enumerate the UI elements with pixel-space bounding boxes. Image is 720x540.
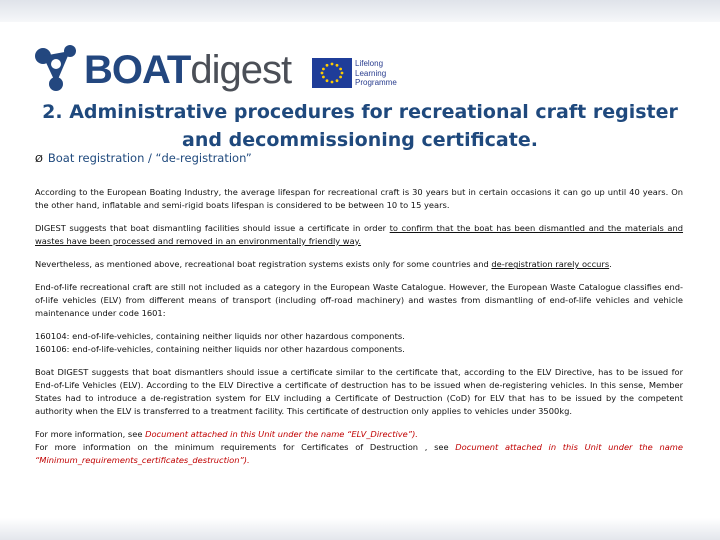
p8-text: For more information on the minimum requirements for Certificates of Destruction , see [35,441,456,452]
cod-requirements-reference-link[interactable]: Document attached in this Unit under the name “Minimum_requirements_certificates_destruction”). [35,441,683,465]
logo-text [84,48,291,92]
code-160104: 160104: end-of-life-vehicles, containing neither liquids nor other hazardous components. [35,331,405,342]
page-title: 2. Administrative procedures for recreational craft register and decommissioning certificate. [42,101,678,151]
paragraph-elv-directive: Boat DIGEST suggests that boat dismantlers should issue a certificate similar to the certificate that, according to the ELV Directive, has to be issued for End-of-Life Vehicles (ELV). According to the ELV Directive a certificate of destruction has to be issued when de-registering vehicles. In this sense, Member States had to introduce a de-registration system for ELV including a Certificate of Destruction (CoD) for ELV that has to be issued by the competent authority when the ELV is transferred to a treatment facility. This certificate of destruction only applies to vehicles under 3500kg. [35,367,683,416]
body-text [35,186,683,477]
paragraph-more-info-elv [35,428,683,441]
lifelong-learning-logo [312,58,422,90]
p2-underlined: to confirm that the boat has been dismantled and the materials and wastes have been processed and removed in an environmentally friendly way. [35,223,684,246]
logo-digest: digest [190,48,292,92]
paragraph-waste-catalogue: End-of-life recreational craft are still not included as a category in the European Waste Catalogue. However, the European Waste Catalogue classifies end-of-life vehicles (ELV) from different means of transport (including off-road machinery) and wastes from dismantling of end-of-life vehicles and vehicle maintenance under code 1601: [35,282,683,319]
logo-boat: BOAT [84,48,191,92]
p3-text: Nevertheless, as mentioned above, recreational boat registration systems exists only for some countries and [35,259,492,270]
top-band [0,0,720,22]
boatdigest-logo [34,44,290,96]
boatdigest-logo-icon [34,44,82,94]
elv-directive-reference-link[interactable]: Document attached in this Unit under the name “ELV_Directive”). [145,429,418,440]
paragraph-dismantling-certificate [35,222,683,248]
eu-line-3: Programme [355,78,397,87]
eu-flag-icon [312,58,352,88]
p7-text: For more information, see [35,429,146,440]
p3-underlined: de-registration rarely occurs [491,259,610,270]
paragraph-more-info-cod [35,441,683,467]
eu-line-1: Lifelong [355,59,384,68]
eu-programme-text [355,59,397,88]
p3-end: . [609,259,612,270]
section-heading-text: Boat registration / “de-registration” [47,151,252,165]
p2-text: DIGEST suggests that boat dismantling facilities should issue a certificate in order [35,223,390,234]
paragraph-lifespan: According to the European Boating Industry, the average lifespan for recreational craft is 30 years but in certain occasions it can go up until 40 years. On the other hand, inflatable and semi-rigid boats lifespan is considered to be between 10 to 15 years. [35,187,683,210]
arrow-bullet-icon: Ø [35,154,43,165]
paragraph-registration-systems [35,258,683,271]
code-160106: 160106: end-of-life-vehicles, containing neither liquids nor other hazardous components. [35,344,405,355]
bottom-band [0,518,720,540]
eu-line-2: Learning [355,68,387,78]
section-heading [35,151,252,165]
paragraph-codes [35,330,683,356]
